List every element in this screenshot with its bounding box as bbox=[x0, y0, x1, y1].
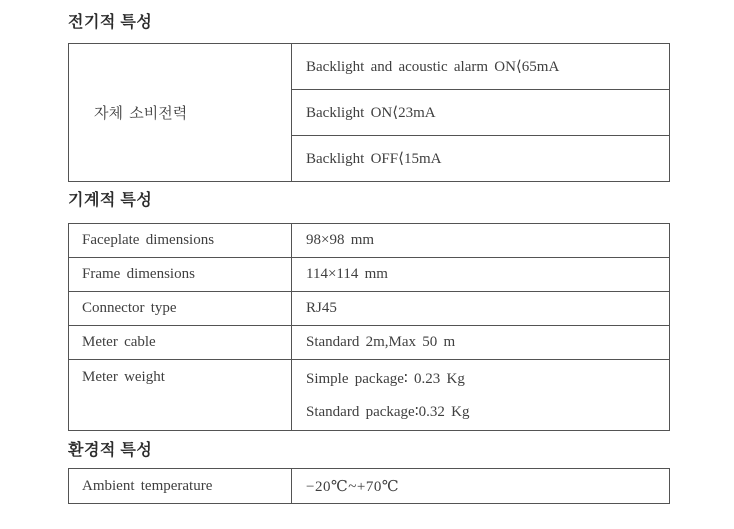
spec-value-meter-weight bbox=[292, 360, 670, 431]
mechanical-characteristics-table bbox=[68, 223, 670, 431]
spec-label-meter-cable: Meter cable bbox=[69, 326, 292, 360]
table-row bbox=[69, 360, 670, 431]
spec-label-frame-dimensions: Frame dimensions bbox=[69, 258, 292, 292]
section-heading-electrical: 전기적 특성 bbox=[68, 14, 153, 31]
spec-value-faceplate-dimensions: 98×98 mm bbox=[292, 224, 670, 258]
spec-value-frame-dimensions: 114×114 mm bbox=[292, 258, 670, 292]
spec-value-simple-package: Simple package∶ 0.23 Kg bbox=[306, 371, 465, 387]
section-heading-environmental: 환경적 특성 bbox=[68, 442, 153, 459]
table-row bbox=[69, 224, 670, 258]
table-row bbox=[69, 258, 670, 292]
environmental-characteristics-table bbox=[68, 468, 670, 504]
spec-value-meter-cable: Standard 2m,Max 50 m bbox=[292, 326, 670, 360]
spec-label-ambient-temperature: Ambient temperature bbox=[69, 469, 292, 504]
spec-value-ambient-temperature: −20℃~+70℃ bbox=[292, 469, 670, 504]
spec-value-standard-package: Standard package∶0.32 Kg bbox=[306, 404, 470, 420]
spec-value-connector-type: RJ45 bbox=[292, 292, 670, 326]
spec-label-meter-weight: Meter weight bbox=[69, 360, 292, 431]
table-row bbox=[69, 469, 670, 504]
spec-value-backlight-on: Backlight ON⟨23mA bbox=[292, 90, 670, 136]
spec-label-power-consumption: 자체 소비전력 bbox=[69, 44, 292, 182]
section-heading-mechanical: 기계적 특성 bbox=[68, 192, 153, 209]
spec-label-connector-type: Connector type bbox=[69, 292, 292, 326]
spec-label-faceplate-dimensions: Faceplate dimensions bbox=[69, 224, 292, 258]
spec-value-backlight-alarm-on: Backlight and acoustic alarm ON⟨65mA bbox=[292, 44, 670, 90]
table-row bbox=[69, 292, 670, 326]
electrical-characteristics-table bbox=[68, 43, 670, 182]
spec-value-backlight-off: Backlight OFF⟨15mA bbox=[292, 136, 670, 182]
table-row bbox=[69, 44, 670, 90]
table-row bbox=[69, 326, 670, 360]
